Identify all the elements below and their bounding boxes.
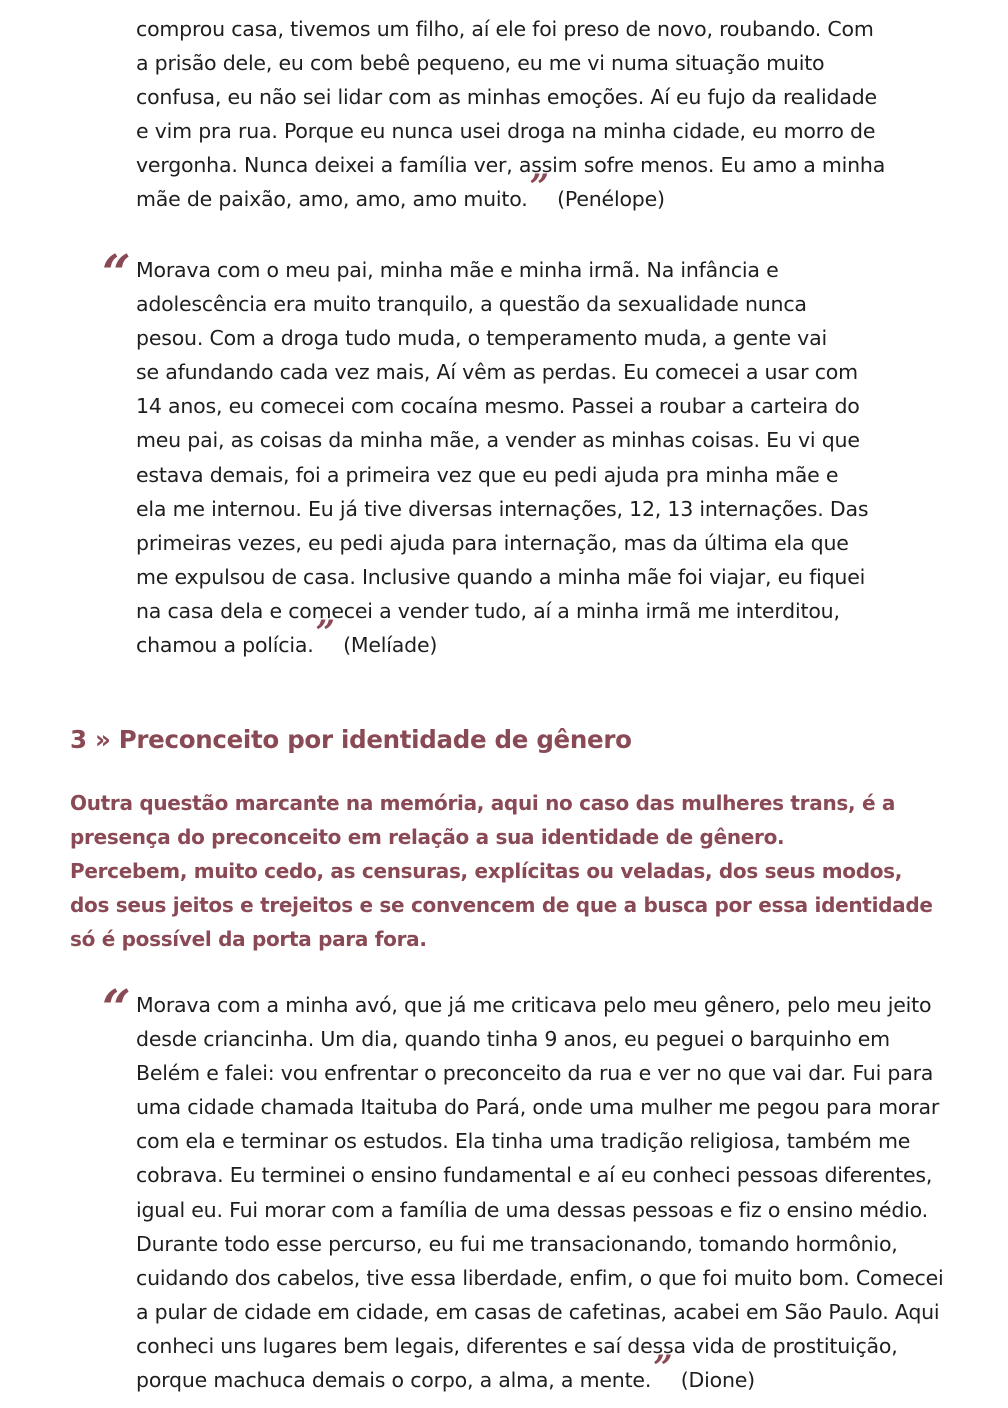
quote-line: desde criancinha. Um dia, quando tinha 9 anos, eu peguei o barquinho em: [136, 1027, 890, 1052]
section-intro: [70, 786, 950, 956]
quote-line: Morava com o meu pai, minha mãe e minha irmã. Na infância e: [136, 258, 779, 282]
quote-line: ela me internou. Eu já tive diversas internações, 12, 13 internações. Das: [136, 496, 869, 521]
quote-attribution: (Dione): [680, 1368, 755, 1393]
intro-line: dos seus jeitos e trejeitos e se convencem de que a busca por essa identidade: [70, 893, 933, 918]
quote-line: 14 anos, eu comecei com cocaína mesmo. Passei a roubar a carteira do: [136, 394, 860, 419]
quote-line: e vim pra rua. Porque eu nunca usei droga na minha cidade, eu morro de: [136, 119, 876, 144]
quote-line: pesou. Com a droga tudo muda, o temperamento muda, a gente vai: [136, 326, 827, 351]
open-quote-mark: “: [102, 978, 125, 1037]
quote-line: igual eu. Fui morar com a família de uma dessas pessoas e fiz o ensino médio.: [136, 1197, 928, 1222]
quote-line: Morava com a minha avó, que já me criticava pelo meu gênero, pelo meu jeito: [136, 993, 932, 1017]
quote-line: adolescência era muito tranquilo, a questão da sexualidade nunca: [136, 292, 807, 317]
quote-line: Belém e falei: vou enfrentar o preconceito da rua e ver no que vai dar. Fui para: [136, 1061, 934, 1086]
quote-line: com ela e terminar os estudos. Ela tinha uma tradição religiosa, também me: [136, 1129, 911, 1154]
quote-line: estava demais, foi a primeira vez que eu pedi ajuda pra minha mãe e: [136, 462, 839, 487]
quote-meliade: [102, 243, 936, 662]
quote-last-line: [136, 613, 936, 662]
quote-line: conheci uns lugares bem legais, diferentes e saí dessa vida de prostituição,: [136, 1333, 898, 1358]
quote-line: cuidando dos cabelos, tive essa liberdade, enfim, o que foi muito bom. Comecei: [136, 1265, 944, 1290]
quote-text: mãe de paixão, amo, amo, amo muito.: [136, 187, 528, 212]
close-quote-mark: ”: [653, 1348, 669, 1389]
intro-line: Outra questão marcante na memória, aqui no caso das mulheres trans, é a: [70, 791, 896, 815]
intro-line: só é possível da porta para fora.: [70, 927, 427, 952]
quote-text: porque machuca demais o corpo, a alma, a mente.: [136, 1368, 652, 1393]
quote-last-line: [136, 167, 936, 216]
quote-penelope: [136, 12, 936, 217]
quote-line: uma cidade chamada Itaituba do Pará, onde uma mulher me pegou para morar: [136, 1095, 940, 1120]
quote-line: me expulsou de casa. Inclusive quando a minha mãe foi viajar, eu fiquei: [136, 564, 866, 589]
quote-line: meu pai, as coisas da minha mãe, a vender as minhas coisas. Eu vi que: [136, 428, 860, 453]
quote-line: a prisão dele, eu com bebê pequeno, eu me vi numa situação muito: [136, 51, 825, 76]
quote-line: confusa, eu não sei lidar com as minhas emoções. Aí eu fujo da realidade: [136, 85, 877, 110]
quote-text: chamou a polícia.: [136, 633, 314, 658]
section-heading: 3 » Preconceito por identidade de gênero: [70, 725, 632, 754]
quote-line: Durante todo esse percurso, eu fui me transacionando, tomando hormônio,: [136, 1231, 898, 1256]
quote-line: se afundando cada vez mais, Aí vêm as perdas. Eu comecei a usar com: [136, 360, 858, 385]
quote-dione: [102, 978, 944, 1397]
close-quote-mark: ”: [529, 167, 546, 208]
quote-last-line: [136, 1348, 936, 1397]
open-quote-mark: “: [102, 243, 125, 302]
quote-line: a pular de cidade em cidade, em casas de cafetinas, acabei em São Paulo. Aqui: [136, 1299, 940, 1324]
quote-attribution: (Penélope): [557, 187, 665, 212]
quote-attribution: (Melíade): [343, 633, 438, 658]
intro-line: Percebem, muito cedo, as censuras, explícitas ou veladas, dos seus modos,: [70, 859, 903, 884]
intro-line: presença do preconceito em relação a sua identidade de gênero.: [70, 825, 785, 850]
quote-line: comprou casa, tivemos um filho, aí ele foi preso de novo, roubando. Com: [136, 17, 874, 41]
close-quote-mark: ”: [315, 613, 332, 654]
quote-line: na casa dela e comecei a vender tudo, aí a minha irmã me interditou,: [136, 598, 840, 623]
quote-line: cobrava. Eu terminei o ensino fundamental e aí eu conheci pessoas diferentes,: [136, 1163, 933, 1188]
quote-line: vergonha. Nunca deixei a família ver, assim sofre menos. Eu amo a minha: [136, 153, 886, 178]
quote-line: primeiras vezes, eu pedi ajuda para internação, mas da última ela que: [136, 530, 849, 555]
